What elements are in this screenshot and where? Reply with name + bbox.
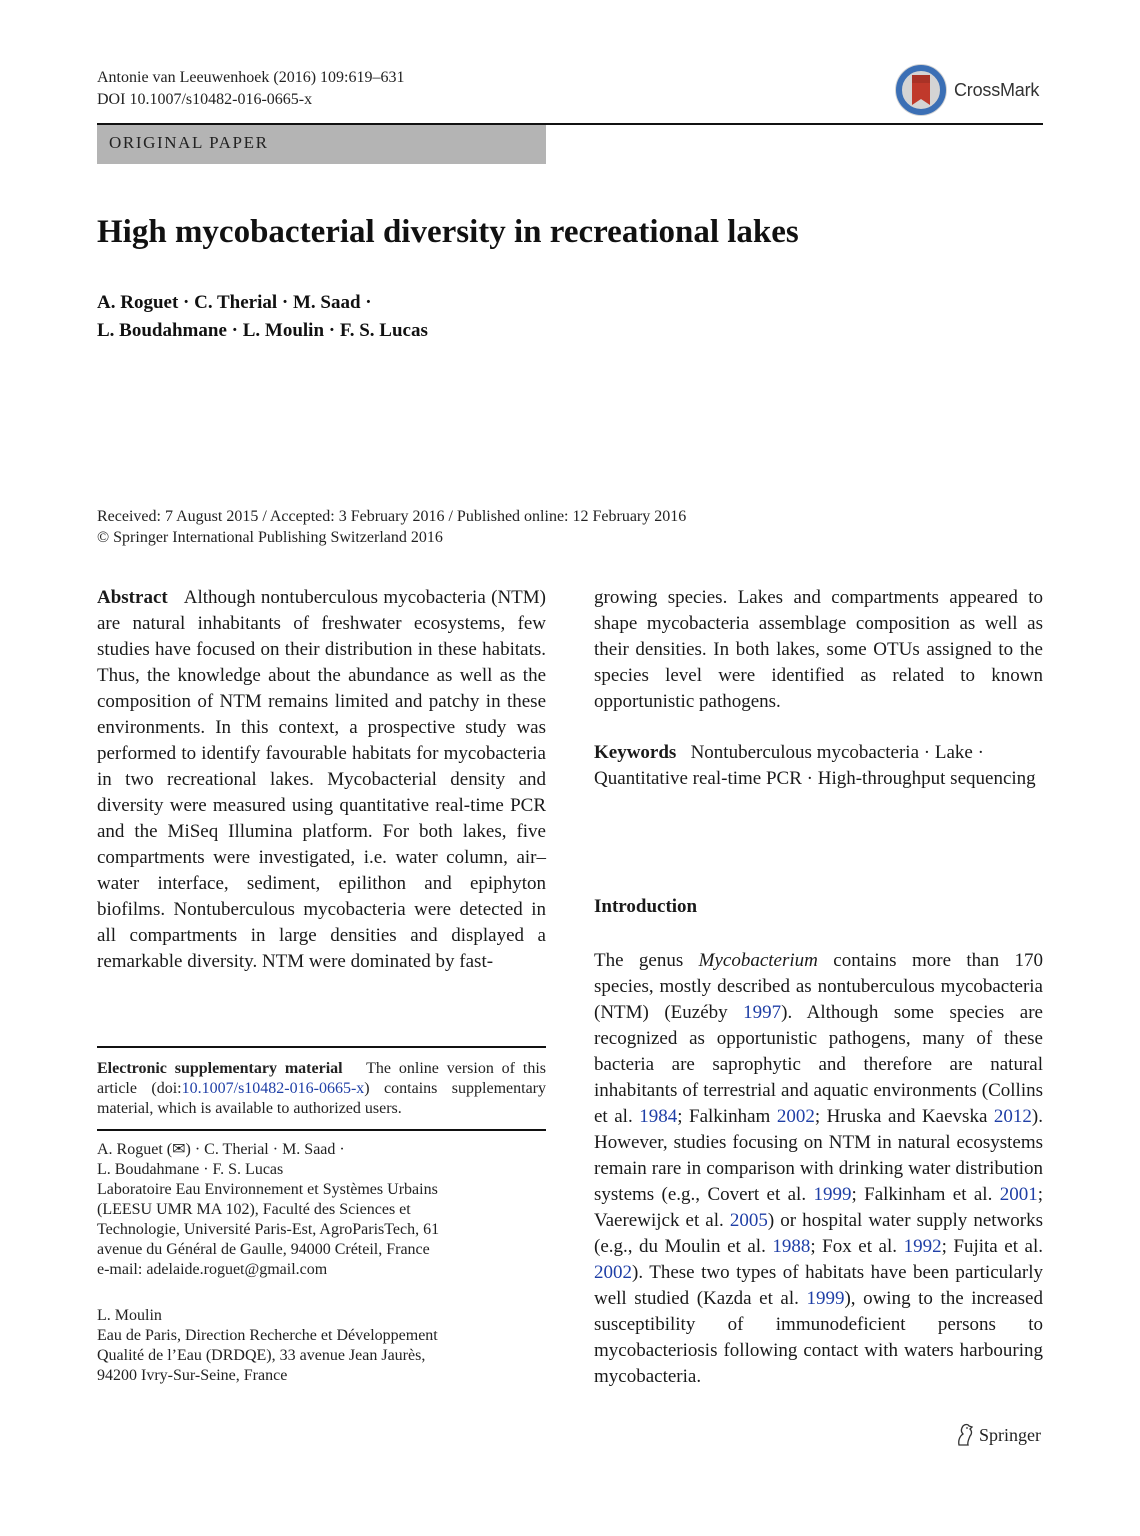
copyright-line: © Springer International Publishing Switzerland 2016 [97, 529, 443, 546]
aff1-institution: (LEESU UMR MA 102), Faculté des Sciences et [97, 1201, 411, 1218]
introduction-body [594, 948, 1043, 1390]
esm-text: ) contains supplementary material, which is available to authorized users. [97, 1080, 546, 1117]
intro-text: ; Falkinham [677, 1106, 777, 1127]
intro-text: ). Although some species are recognized as opportunistic pathogens, many of these bacteria are saprophytic and therefore are natural inhabitants of terrestrial and aquatic environments (Collins et al. [594, 1002, 1043, 1127]
citation-link[interactable]: 2001 [999, 1184, 1038, 1205]
affiliation-2 [97, 1306, 546, 1386]
citation-link[interactable]: 2002 [776, 1106, 815, 1127]
citation-link[interactable]: 2005 [729, 1210, 768, 1231]
springer-footer [955, 1423, 1041, 1447]
abstract-right [594, 585, 1043, 715]
intro-text: ) or hospital water supply networks (e.g., du Moulin et al. [594, 1210, 1043, 1257]
intro-text: The genus [594, 950, 699, 971]
abstract-left [97, 585, 546, 975]
introduction-heading: Introduction [594, 896, 698, 917]
publisher-name: Springer [979, 1424, 1041, 1445]
intro-text: ; Hruska and Kaevska [814, 1106, 994, 1127]
esm-doi-link[interactable]: 10.1007/s10482-016-0665-x [181, 1080, 365, 1097]
footnote-rule [97, 1046, 546, 1048]
intro-text: ), owing to the increased susceptibility of immunodeficient persons to mycobacteriosis following contact with waters harbouring mycobacteria. [594, 1288, 1043, 1387]
aff2-institution: Eau de Paris, Direction Recherche et Développement [97, 1327, 438, 1344]
author-list [97, 289, 428, 345]
crossmark-logo-icon [894, 63, 948, 117]
intro-text: ; Fujita et al. [941, 1236, 1043, 1257]
intro-text: contains more than 170 species, mostly described as nontuberculous mycobacteria (NTM) (Euzéby [594, 950, 1043, 1023]
intro-text: ). These two types of habitats have been particularly well studied (Kazda et al. [594, 1262, 1043, 1309]
paper-type-label: ORIGINAL PAPER [109, 133, 269, 152]
citation-link[interactable]: 1999 [806, 1288, 845, 1309]
springer-horse-icon [955, 1423, 975, 1447]
aff1-address: avenue du Général de Gaulle, 94000 Créteil, France [97, 1241, 430, 1258]
intro-text: ; Vaerewijck et al. [594, 1184, 1043, 1231]
esm-heading: Electronic supplementary material [97, 1060, 343, 1077]
citation-link[interactable]: 1984 [639, 1106, 678, 1127]
crossmark-label: CrossMark [954, 79, 1040, 100]
citation-link[interactable]: 2012 [993, 1106, 1032, 1127]
genus-name: Mycobacterium [698, 950, 818, 971]
affiliation-1 [97, 1140, 546, 1280]
citation-link[interactable]: 1992 [903, 1236, 942, 1257]
esm-text: The online version of this article (doi: [97, 1060, 546, 1097]
authors-line-2: L. Boudahmane · L. Moulin · F. S. Lucas [97, 320, 428, 341]
journal-citation: Antonie van Leeuwenhoek (2016) 109:619–631 [97, 69, 405, 86]
crossmark-badge[interactable] [894, 62, 1044, 118]
publication-history [97, 506, 686, 548]
affiliation-rule [97, 1129, 546, 1131]
aff1-authors-line: A. Roguet (✉) · C. Therial · M. Saad · [97, 1141, 345, 1158]
intro-text: ). However, studies focusing on NTM in natural ecosystems remain rare in comparison with drinking water distribution systems (e.g., Covert et al. [594, 1106, 1043, 1205]
aff1-institution: Technologie, Université Paris-Est, AgroParisTech, 61 [97, 1221, 440, 1238]
corresponding-email[interactable]: e-mail: adelaide.roguet@gmail.com [97, 1261, 328, 1278]
intro-text: ; Fox et al. [810, 1236, 904, 1257]
abstract-text-left: Although nontuberculous mycobacteria (NTM) are natural inhabitants of freshwater ecosystems, few studies have focused on their distribution in these habitats. Thus, the knowledge about the abundance as well as the composition of NTM remains limited and patchy in these environments. In this context, a prospective study was performed to identify favourable habitats for mycobacteria in two recreational lakes. Mycobacterial density and diversity were measured using quantitative real-time PCR and the MiSeq Illumina platform. For both lakes, five compartments were investigated, i.e. water column, air–water interface, sediment, epilithon and epiphyton biofilms. Nontuberculous mycobacteria were detected in all compartments in large densities and displayed a remarkable diversity. NTM were dominated by fast- [97, 587, 546, 972]
aff2-author: L. Moulin [97, 1307, 162, 1324]
paper-type-banner [97, 125, 546, 164]
citation-link[interactable]: 1997 [743, 1002, 782, 1023]
keywords-block [594, 740, 1043, 792]
keywords-heading: Keywords [594, 742, 677, 763]
aff2-institution: Qualité de l’Eau (DRDQE), 33 avenue Jean Jaurès, [97, 1347, 426, 1364]
esm-footnote [97, 1059, 546, 1119]
abstract-text-right: growing species. Lakes and compartments appeared to shape mycobacteria assemblage composition as well as their densities. In both lakes, some OTUs assigned to the species level were identified as related to known opportunistic pathogens. [594, 587, 1043, 712]
aff1-authors-line-2: L. Boudahmane · F. S. Lucas [97, 1161, 284, 1178]
doi: DOI 10.1007/s10482-016-0665-x [97, 91, 313, 108]
authors-line-1: A. Roguet · C. Therial · M. Saad · [97, 292, 372, 313]
citation-link[interactable]: 1999 [813, 1184, 852, 1205]
keywords-text: Nontuberculous mycobacteria · Lake · Quantitative real-time PCR · High-throughput sequencing [594, 742, 1036, 789]
citation-link[interactable]: 1988 [772, 1236, 811, 1257]
abstract-heading: Abstract [97, 587, 168, 608]
intro-text: ; Falkinham et al. [851, 1184, 1000, 1205]
article-title: High mycobacterial diversity in recreational lakes [97, 214, 799, 250]
citation-link[interactable]: 2002 [594, 1262, 632, 1283]
dates-line: Received: 7 August 2015 / Accepted: 3 February 2016 / Published online: 12 February 2016 [97, 508, 687, 525]
aff1-institution: Laboratoire Eau Environnement et Systèmes Urbains [97, 1181, 438, 1198]
aff2-address: 94200 Ivry-Sur-Seine, France [97, 1367, 288, 1384]
